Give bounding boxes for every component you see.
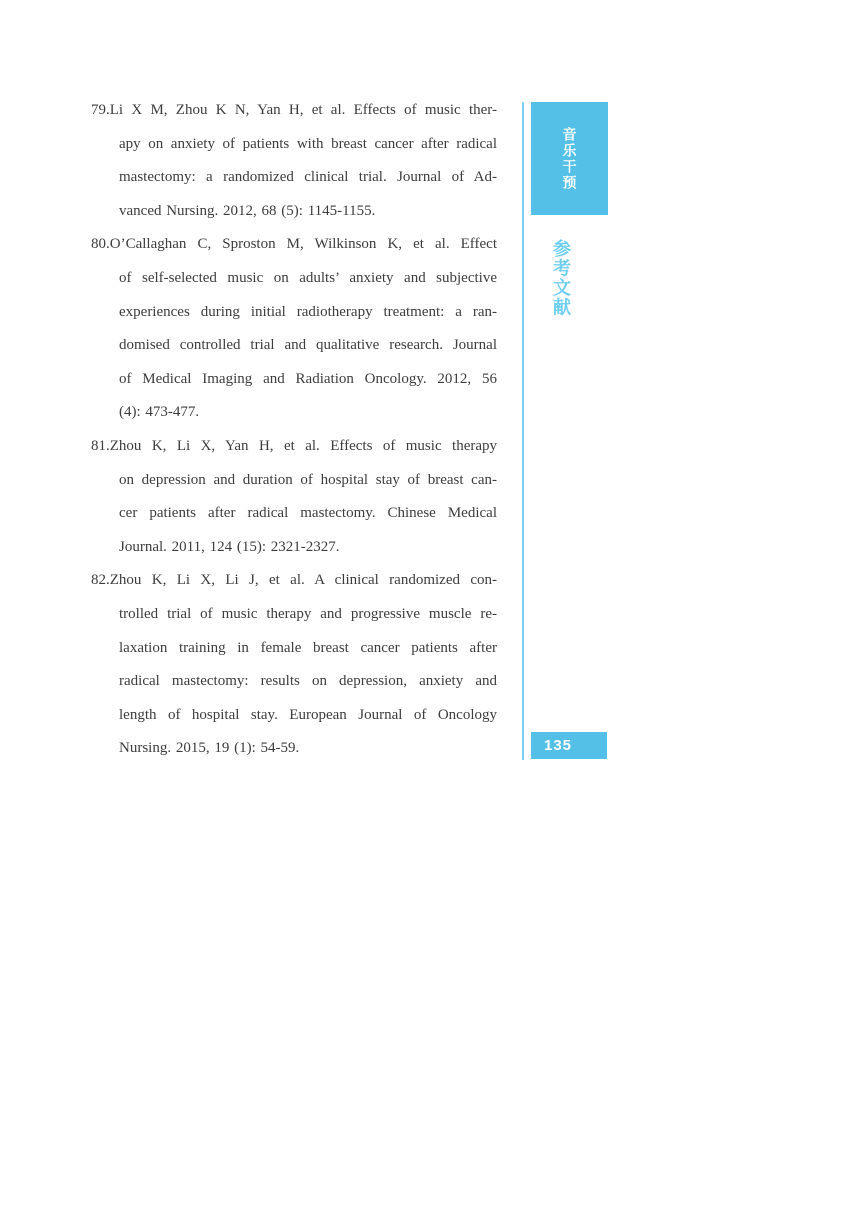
reference-line: of self-selected music on adults’ anxiety and subjective xyxy=(119,269,497,286)
page-number-badge xyxy=(531,732,607,759)
reference-line: length of hospital stay. European Journal of Oncology xyxy=(119,706,497,723)
reference-line: trolled trial of music therapy and progressive muscle re- xyxy=(119,605,497,622)
reference-line: radical mastectomy: results on depression, anxiety and xyxy=(119,673,497,690)
reference-line: apy on anxiety of patients with breast cancer after radical xyxy=(119,135,497,152)
reference-line: 79.Li X M, Zhou K N, Yan H, et al. Effects of music ther- xyxy=(91,102,497,118)
reference-line: of Medical Imaging and Radiation Oncology. 2012, 56 xyxy=(119,370,497,387)
reference-entry xyxy=(91,564,497,766)
reference-entry xyxy=(91,430,497,564)
reference-line: 81.Zhou K, Li X, Yan H, et al. Effects of music therapy xyxy=(91,437,497,454)
reference-line: Nursing. 2015, 19 (1): 54-59. xyxy=(119,740,300,757)
reference-line: laxation training in female breast cancer patients after xyxy=(119,639,497,656)
reference-line: vanced Nursing. 2012, 68 (5): 1145-1155. xyxy=(119,202,376,219)
reference-line: Journal. 2011, 124 (15): 2321-2327. xyxy=(119,538,340,555)
reference-line: experiences during initial radiotherapy treatment: a ran- xyxy=(119,303,497,320)
reference-line: cer patients after radical mastectomy. Chinese Medical xyxy=(119,505,497,522)
reference-line: 82.Zhou K, Li X, Li J, et al. A clinical randomized con- xyxy=(91,572,497,589)
chapter-tab xyxy=(531,102,608,215)
reference-line: (4): 473-477. xyxy=(119,404,200,421)
section-label: 参考文献 xyxy=(551,239,571,317)
reference-entry xyxy=(91,228,497,430)
sidebar-rule xyxy=(522,102,524,760)
reference-line: domised controlled trial and qualitative research. Journal xyxy=(119,337,497,354)
page-number: 135 xyxy=(544,737,573,754)
references-list xyxy=(91,94,497,766)
reference-entry xyxy=(91,94,497,228)
reference-line: 80.O’Callaghan C, Sproston M, Wilkinson K, et al. Effect xyxy=(91,236,497,253)
chapter-tab-label: 音乐干预 xyxy=(561,126,578,191)
reference-line: mastectomy: a randomized clinical trial. Journal of Ad- xyxy=(119,169,497,186)
reference-line: on depression and duration of hospital stay of breast can- xyxy=(119,471,497,488)
